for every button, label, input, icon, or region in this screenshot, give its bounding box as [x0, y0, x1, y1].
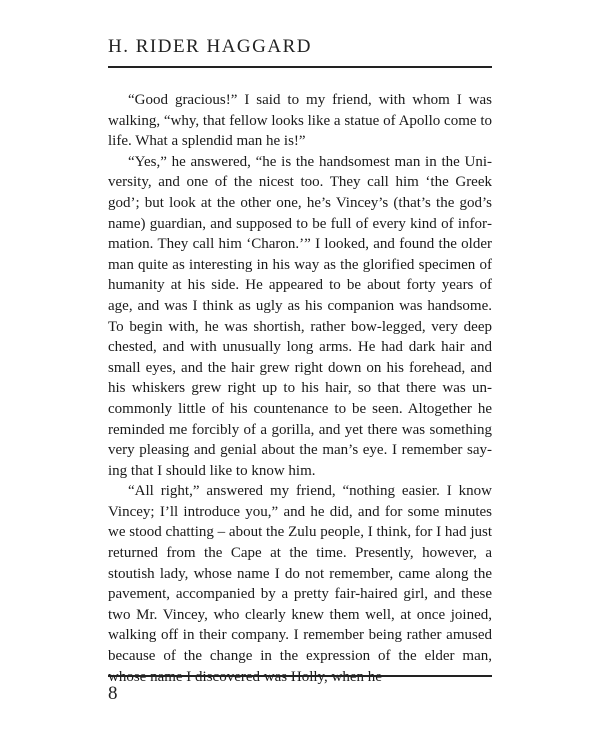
paragraph-2: “Yes,” he answered, “he is the handsomest man in the University, and one of the nicest too. They call him ‘the Greek god’; but look at the other one, he’s Vincey’s (that’s the god’s name) guardian, and supposed to be full of every kind of information. They call him ‘Charon.’” I looked, and found the older man quite as interesting in his way as the glorified specimen of humanity at his side. He appeared to be about forty years of age, and was I think as ugly as his companion was handsome. To begin with, he was shortish, rather bow-legged, very deep chested, and with unusually long arms. He had dark hair and small eyes, and the hair grew right down on his forehead, and his whiskers grew right up to his hair, so that there was uncommonly little of his countenance to be seen. Altogether he reminded me forcibly of a gorilla, and yet there was something very pleasing and genial about the man’s eye. I remember saying that I should like to know him.: [108, 153, 492, 479]
footer-rule: [108, 675, 492, 677]
paragraph-3: “All right,” answered my friend, “nothing easier. I know Vincey; I’ll introduce you,” and he did, and for some minutes we stood chatting – about the Zulu people, I think, for I had just returned from the Cape at the time. Presently, however, a stoutish lady, whose name I do not remember, came along the pavement, accompanied by a pretty fair-haired girl, and these two Mr. Vincey, who clearly knew them well, at once joined, walking off in their company. I remember being rather amused because of the change in the expression of the elder man, whose name I discovered was Holly, when he: [108, 483, 492, 685]
body-text: [108, 90, 492, 687]
running-head: H. RIDER HAGGARD: [108, 36, 312, 57]
paragraph-1: “Good gracious!” I said to my friend, with whom I was walking, “why, that fellow looks like a statue of Apollo come to life. What a splendid man he is!”: [108, 92, 492, 150]
page-number: 8: [108, 683, 118, 704]
header-rule: [108, 66, 492, 68]
